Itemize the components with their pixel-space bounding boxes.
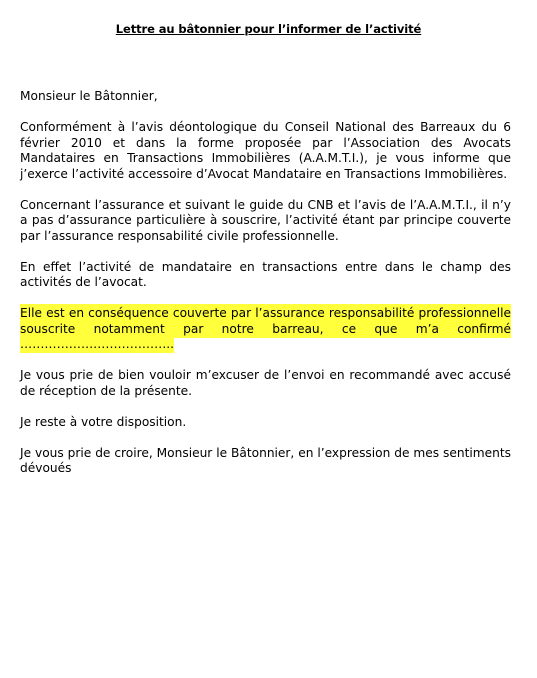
letter-title: Lettre au bâtonnier pour l’informer de l’activité (115, 22, 422, 36)
paragraph-disposition (20, 415, 511, 431)
highlighted-text: Elle est en conséquence couverte par l’assurance responsabilité professionnelle souscrite notamment par notre barreau, ce que m’a confirmé ……………………………….. (20, 306, 511, 351)
paragraph-recommande (20, 368, 511, 399)
salutation: Monsieur le Bâtonnier, (20, 89, 158, 103)
paragraph-text: Conformément à l’avis déontologique du Conseil National des Barreaux du 6 février 2010 et dans la forme proposée par l’Association des Avocats Mandataires en Transactions Immobilières (A.A.M.T.I.), je vous informe que j’exerce l’activité accessoire d’Avocat Mandataire en Transactions Immobilières. (20, 120, 511, 181)
paragraph-champ-activite (20, 260, 511, 291)
paragraph-text: Je reste à votre disposition. (20, 414, 187, 429)
paragraph-assurance (20, 198, 511, 245)
paragraph-text: Concernant l’assurance et suivant le guide du CNB et l’avis de l’A.A.M.T.I., il n’y a pas d’assurance particulière à souscrire, l’activité étant par principe couverte par l’assurance responsabilité civile professionnelle. (20, 197, 511, 243)
paragraph-highlighted-couverture (20, 306, 511, 353)
paragraph-text: En effet l’activité de mandataire en transactions entre dans le champ des activités de l’avocat. (20, 259, 511, 289)
paragraph-avis-cnb (20, 120, 511, 182)
paragraph-text: Je vous prie de bien vouloir m’excuser de l’envoi en recommandé avec accusé de réception de la présente. (20, 368, 511, 398)
paragraph-text: Je vous prie de croire, Monsieur le Bâtonnier, en l’expression de mes sentiments dévoués (20, 445, 511, 475)
paragraph-closing (20, 446, 511, 477)
letter-body (20, 89, 511, 492)
